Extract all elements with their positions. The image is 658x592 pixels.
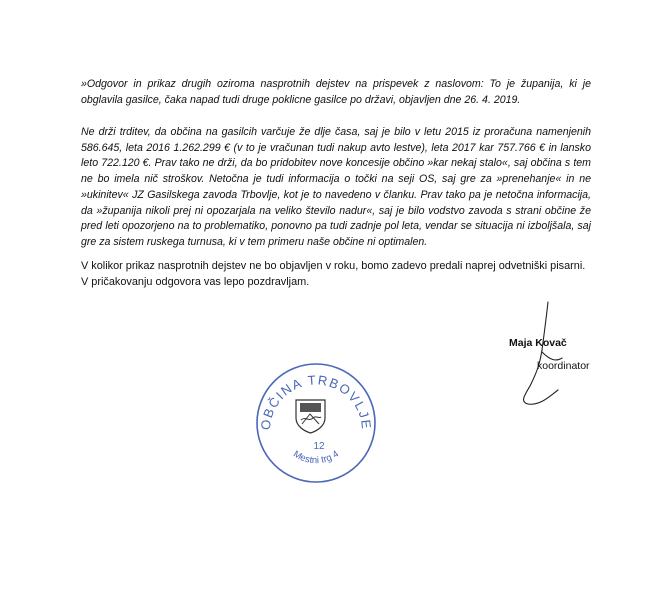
letter-paragraph-2: Ne drži trditev, da občina na gasilcih varčuje že dlje časa, saj je bilo v letu 2015 iz proračuna namenjenih 586.645, leta 2016 1.262.299 € (v to je vračunan tudi nakup avto lestve), leta 2017 kar 757.766 € in lansko leto 722.120 €. Prav tako ne drži, da bo pridobitev nove koncesije občino »kar nekaj stalo«, saj občina s tem ne bo imela nič stroškov. Netočna je tudi informacija o točki na seji OS, saj gre za »prenehanje« in ne »ukinitev« JZ Gasilskega zavoda Trbovlje, kot je to navedeno v članku. Prav tako pa je netočna informacija, da »županija nikoli prej ni opozarjala na veliko število nadur«, saj je bilo vodstvo zavoda s strani občine že pred leti opozorjeno na to problematiko, ponovno pa tudi zadnje pol leta, vendar se situacija ni izboljšala, saj gre za sistem ruskega turnusa, ki v tem primeru naše občine ni optimalen.: [81, 126, 591, 248]
coat-of-arms-icon: [296, 400, 325, 433]
municipal-stamp: [255, 362, 377, 484]
signature-block: [509, 336, 567, 350]
handwritten-signature: [500, 300, 580, 410]
letter-paragraph-4: V pričakovanju odgovora vas lepo pozdravljam.: [81, 276, 310, 288]
letter-paragraph-3: V kolikor prikaz nasprotnih dejstev ne bo objavljen v roku, bomo zadevo predali naprej odvetniški pisarni.: [81, 260, 586, 272]
stamp-ring-text: OBČINA TRBOVLJE: [257, 372, 375, 431]
stamp-address: Mestni trg 4: [291, 448, 341, 467]
signatory-name: Maja Kovač: [509, 337, 567, 349]
signatory-role: koordinator: [537, 360, 590, 372]
letter-paragraph-1: »Odgovor in prikaz drugih oziroma nasprotnih dejstev na prispevek z naslovom: To je županija, ki je obglavila gasilce, čaka napad tudi druge poklicne gasilce po državi, objavljen dne 26. 4. 2019.: [81, 78, 591, 106]
stamp-number: 12: [313, 441, 325, 452]
